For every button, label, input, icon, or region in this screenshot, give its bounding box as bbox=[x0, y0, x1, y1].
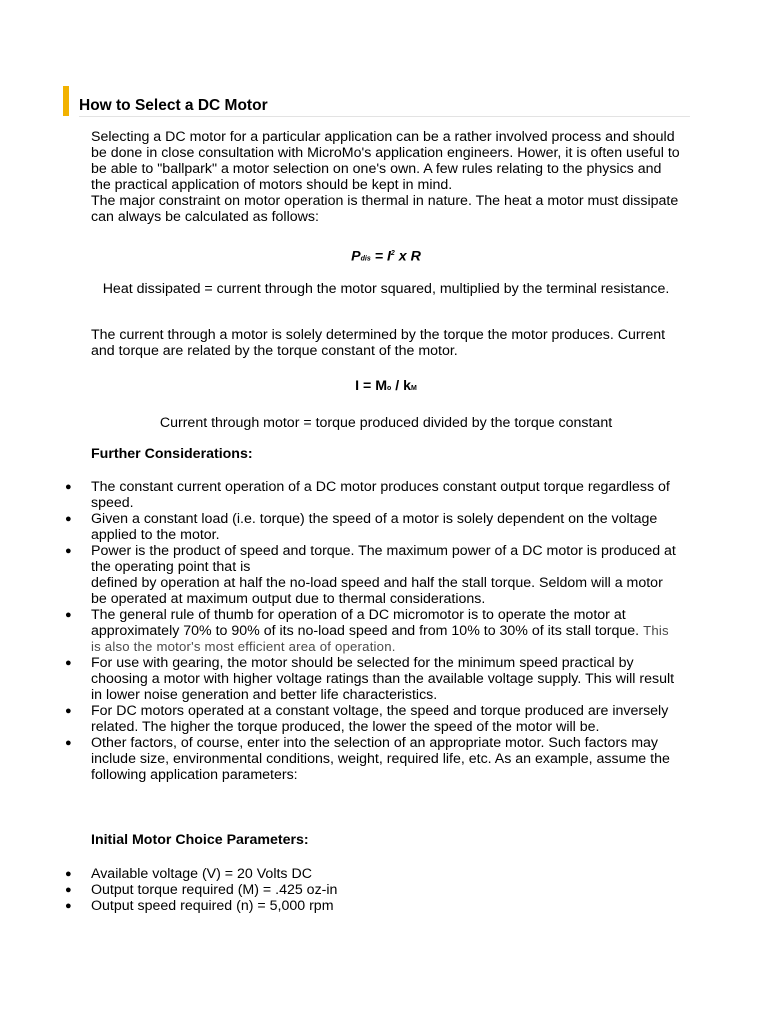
heat-formula bbox=[91, 246, 681, 268]
current-formula-lhs-subscript: o bbox=[387, 385, 392, 392]
list-item bbox=[0, 543, 681, 575]
list-item bbox=[0, 479, 681, 511]
current-formula-rhs-subscript: M bbox=[411, 385, 417, 392]
list-item bbox=[0, 898, 681, 914]
intro-section bbox=[91, 129, 681, 225]
current-formula-lhs: I = M bbox=[355, 378, 388, 394]
bullet-icon: ● bbox=[65, 545, 72, 557]
bullet-icon: ● bbox=[65, 609, 72, 621]
bullet-icon: ● bbox=[65, 737, 72, 749]
list-item bbox=[0, 866, 681, 882]
current-paragraph: The current through a motor is solely determined by the torque the motor produces. Current and torque are related by the torque constant of the motor. bbox=[91, 327, 666, 359]
bullet-icon: ● bbox=[65, 705, 72, 717]
list-item bbox=[0, 703, 681, 735]
bullet-icon: ● bbox=[65, 657, 72, 669]
heat-formula-equals: = bbox=[370, 248, 387, 265]
heat-formula-subscript: dis bbox=[360, 255, 371, 263]
list-item bbox=[0, 882, 681, 898]
bullet-icon: ● bbox=[65, 513, 72, 525]
intro-paragraph: Selecting a DC motor for a particular application can be a rather involved process and should be done in close consultation with MicroMo's application engineers. Hower, it is often useful to be able to "ballpark" a motor selection on one's own. A few rules relating to the physics and the practical application of motors should be kept in mind. bbox=[91, 129, 680, 193]
list-item-text: For use with gearing, the motor should be selected for the minimum speed practical by choosing a motor with higher voltage ratings than the available voltage supply. This will result in lower noise generation and better life characteristics. bbox=[91, 655, 675, 703]
list-item bbox=[0, 655, 681, 703]
list-item bbox=[0, 607, 681, 655]
list-item-continuation-text: defined by operation at half the no-load speed and half the stall torque. Seldom will a motor be operated at maximum output due to thermal considerations. bbox=[91, 575, 663, 607]
heat-formula-caption: Heat dissipated = current through the motor squared, multiplied by the terminal resistance. bbox=[102, 281, 670, 297]
list-item-text: The constant current operation of a DC motor produces constant output torque regardless of speed. bbox=[91, 479, 670, 511]
heading-accent-bar bbox=[63, 86, 69, 116]
list-item-text: Output speed required (n) = 5,000 rpm bbox=[91, 898, 334, 914]
further-considerations-heading: Further Considerations: bbox=[91, 446, 253, 462]
bullet-icon: ● bbox=[65, 900, 72, 912]
bullet-icon: ● bbox=[65, 868, 72, 880]
initial-parameters-heading: Initial Motor Choice Parameters: bbox=[91, 832, 309, 848]
current-formula bbox=[91, 378, 681, 397]
list-item-text: Available voltage (V) = 20 Volts DC bbox=[91, 866, 312, 882]
list-item bbox=[0, 511, 681, 543]
list-item bbox=[0, 735, 681, 783]
current-formula-caption: Current through motor = torque produced divided by the torque constant bbox=[159, 415, 613, 431]
list-item-continuation bbox=[0, 575, 681, 607]
list-item-text: Given a constant load (i.e. torque) the speed of a motor is solely dependent on the voltage applied to the motor. bbox=[91, 511, 658, 543]
list-item-text: For DC motors operated at a constant voltage, the speed and torque produced are inversely related. The higher the torque produced, the lower the speed of the motor will be. bbox=[91, 703, 669, 735]
initial-parameters-list bbox=[0, 866, 768, 914]
bullet-icon: ● bbox=[65, 481, 72, 493]
list-item-text: Power is the product of speed and torque. The maximum power of a DC motor is produced at the operating point that is bbox=[91, 543, 676, 575]
list-item-text: Other factors, of course, enter into the selection of an appropriate motor. Such factors may include size, environmental conditions, weight, required life, etc. As an example, assume the following application parameters: bbox=[91, 735, 670, 783]
heading-divider bbox=[79, 116, 690, 117]
page-heading: How to Select a DC Motor bbox=[79, 97, 268, 114]
heat-formula-superscript: 2 bbox=[390, 250, 395, 257]
bullet-icon: ● bbox=[65, 884, 72, 896]
heat-formula-current: I bbox=[386, 248, 391, 265]
further-considerations-list bbox=[0, 479, 768, 783]
heat-formula-symbol: P bbox=[351, 248, 361, 265]
list-item-efficiency-note: This is also the motor's most efficient area of operation. bbox=[91, 623, 669, 654]
list-item-text: The general rule of thumb for operation of a DC micromotor is to operate the motor at approximately 70% to 90% of its no-load speed and from 10% to 30% of its stall torque. bbox=[91, 607, 640, 639]
current-formula-divider: / k bbox=[391, 378, 412, 394]
constraint-paragraph: The major constraint on motor operation is thermal in nature. The heat a motor must dissipate can always be calculated as follows: bbox=[91, 193, 679, 225]
heat-formula-rest: x R bbox=[394, 248, 421, 265]
list-item-text: Output torque required (M) = .425 oz-in bbox=[91, 882, 338, 898]
